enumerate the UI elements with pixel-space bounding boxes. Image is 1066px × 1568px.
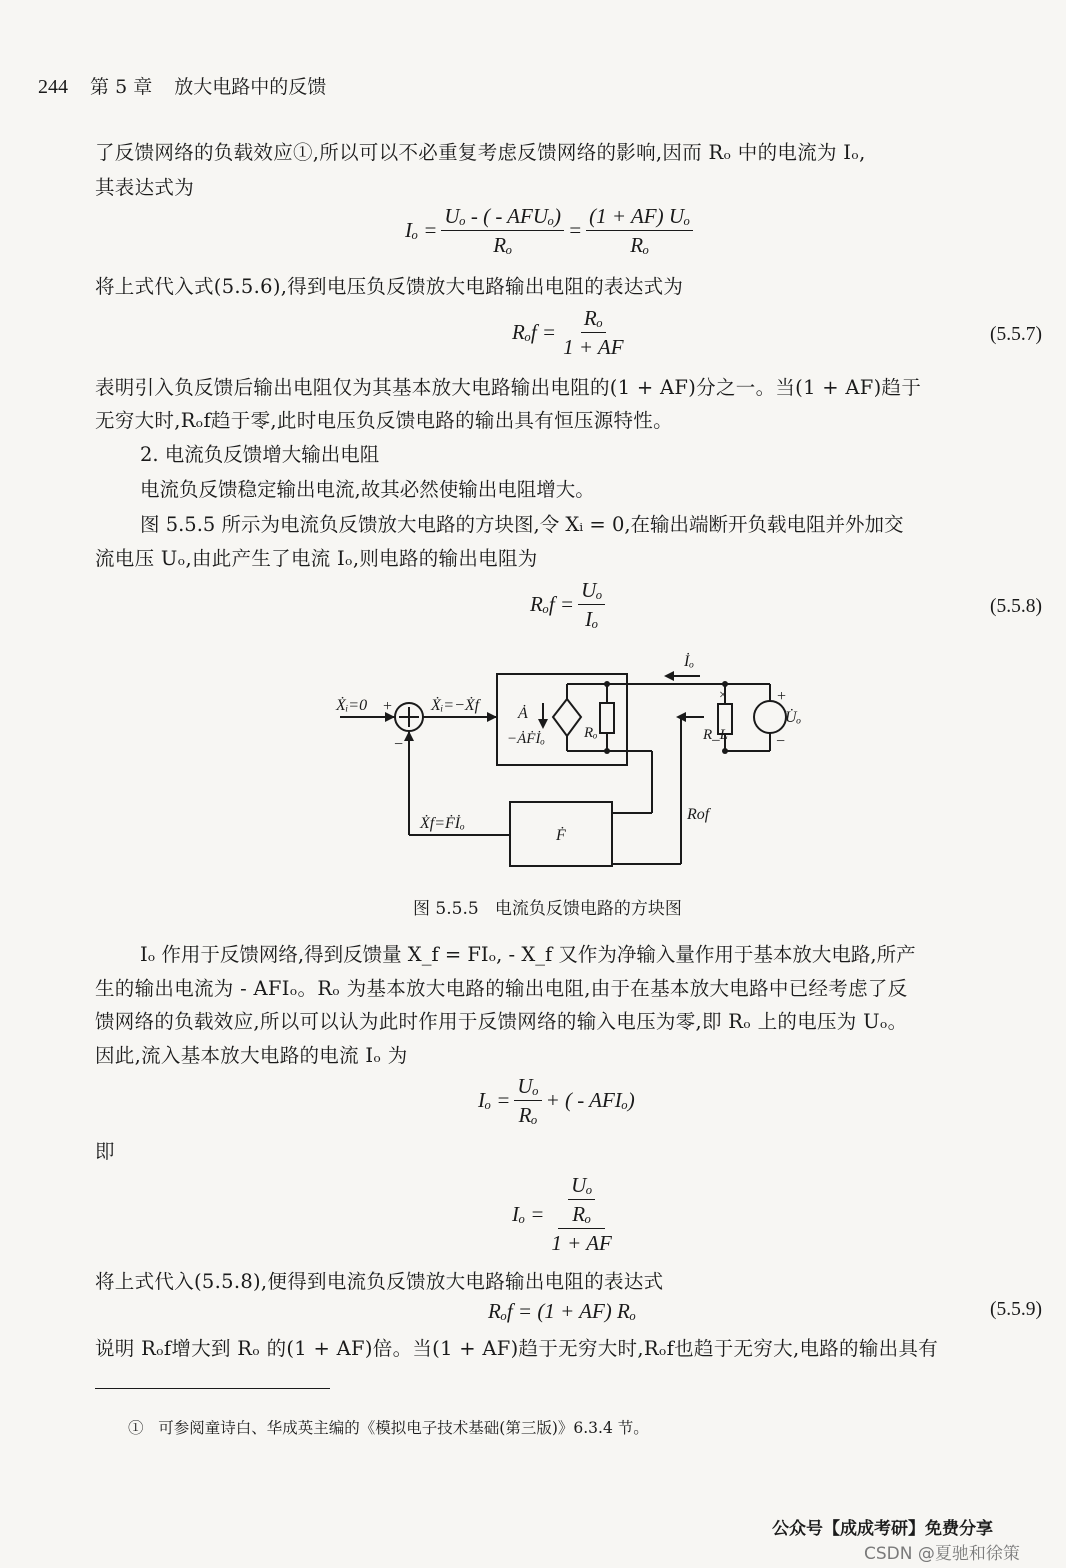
label-xf: Ẋf=Ḟİₒ	[420, 815, 465, 832]
label-f: Ḟ	[556, 827, 566, 844]
dependent-source-diamond	[553, 699, 581, 736]
label-xi-zero: Ẋᵢ=0	[336, 697, 368, 714]
paragraph-line: 即	[95, 1140, 115, 1163]
paragraph-line: 了反馈网络的负载效应①,所以可以不必重复考虑反馈网络的影响,因而 Rₒ 中的电流为 Iₒ,	[95, 141, 866, 164]
eq-lhs: Iₒ =	[512, 1201, 545, 1226]
eq-lhs: Rₒf =	[530, 592, 575, 616]
paragraph-line: 将上式代入(5.5.8),便得到电流负反馈放大电路输出电阻的表达式	[95, 1270, 664, 1293]
eq-denominator: Rₒ	[518, 1103, 538, 1127]
source-arrowhead	[538, 719, 548, 729]
paragraph-line: 图 5.5.5 所示为电流负反馈放大电路的方块图,令 Xᵢ = 0,在输出端断开负载电阻并外加交	[140, 513, 904, 536]
label-uo-minus: −	[776, 733, 786, 750]
label-rl: R_L	[703, 727, 729, 743]
csdn-watermark: CSDN @夏驰和徐策	[864, 1544, 1020, 1564]
eq-numerator: Uₒ	[578, 577, 605, 605]
paragraph-line: 流电压 Uₒ,由此产生了电流 Iₒ,则电路的输出电阻为	[95, 547, 538, 570]
label-plus: +	[383, 698, 393, 715]
paragraph-line: 电流负反馈稳定输出电流,故其必然使输出电阻增大。	[140, 478, 595, 501]
paragraph-line: 生的输出电流为 - AFIₒ。Rₒ 为基本放大电路的输出电阻,由于在基本放大电路中已经考虑了反	[95, 977, 908, 1000]
publisher-watermark: 公众号【成成考研】免费分享	[772, 1519, 993, 1539]
label-ro: Rₒ	[584, 725, 598, 741]
block-diagram	[0, 640, 1066, 880]
eq-rest: + ( - AFIₒ)	[545, 1088, 635, 1112]
equation-io-sum	[478, 1073, 635, 1128]
label-source: −ȦḞİₒ	[507, 731, 545, 747]
paragraph-line: 因此,流入基本放大电路的电流 Iₒ 为	[95, 1044, 408, 1067]
eq-denominator: Rₒ	[493, 233, 513, 257]
page-number: 244	[38, 76, 68, 98]
label-minus: −	[394, 736, 404, 753]
paragraph-line: 将上式代入式(5.5.6),得到电压负反馈放大电路输出电阻的表达式为	[95, 275, 684, 298]
label-rof: Rof	[687, 806, 710, 823]
label-uo-plus: +	[777, 688, 787, 705]
eq-inner-fraction	[568, 1172, 595, 1227]
figure-caption: 图 5.5.5 电流负反馈电路的方块图	[413, 899, 682, 919]
equation-5-5-8	[530, 577, 609, 632]
ro-resistor	[600, 703, 614, 733]
eq-fraction	[586, 203, 693, 258]
equation-number: (5.5.8)	[990, 596, 1042, 617]
eq-fraction	[578, 577, 605, 632]
eq-fraction	[514, 1073, 541, 1128]
terminal-dot	[722, 681, 728, 687]
chapter-number: 第 5 章	[90, 76, 153, 98]
chapter-title: 放大电路中的反馈	[174, 76, 327, 98]
equation-io	[405, 203, 697, 258]
label-a: Ȧ	[518, 705, 528, 722]
equation-5-5-9: Rₒf = (1 + AF) Rₒ	[488, 1299, 636, 1323]
paragraph-line: 无穷大时,Rₒf趋于零,此时电压负反馈电路的输出具有恒压源特性。	[95, 409, 673, 432]
label-io: İₒ	[684, 653, 694, 670]
label-xi-net: Ẋᵢ=−Ẋf	[431, 697, 480, 714]
eq-denominator: Rₒ	[630, 233, 650, 257]
page-header	[38, 72, 326, 99]
eq-denominator: 1 + AF	[551, 1231, 612, 1255]
eq-numerator: Uₒ	[514, 1073, 541, 1101]
equation-5-5-7	[512, 305, 631, 360]
paragraph-line: 馈网络的负载效应,所以可以认为此时作用于反馈网络的输入电压为零,即 Rₒ 上的电压为 Uₒ。	[95, 1010, 908, 1033]
eq-fraction	[560, 305, 626, 360]
eq-denominator: 1 + AF	[563, 335, 624, 359]
eq-lhs: Iₒ =	[478, 1088, 511, 1112]
equation-number: (5.5.7)	[990, 324, 1042, 345]
io-arrowhead	[664, 671, 674, 681]
feedback-arrowhead	[404, 731, 414, 741]
eq-numerator: (1 + AF) Uₒ	[586, 203, 693, 231]
node-dot	[604, 748, 610, 754]
terminal-dot	[722, 748, 728, 754]
eq-inner-numerator: Uₒ	[568, 1172, 595, 1200]
paragraph-line: 说明 Rₒf增大到 Rₒ 的(1 + AF)倍。当(1 + AF)趋于无穷大时,Rₒf也趋于无穷大,电路的输出具有	[95, 1337, 939, 1360]
label-uo: U̇ₒ	[785, 709, 802, 726]
paragraph-line: Iₒ 作用于反馈网络,得到反馈量 X_f = FIₒ, - X_f 又作为净输入量作用于基本放大电路,所产	[140, 943, 916, 966]
eq-denominator: Iₒ	[585, 607, 599, 631]
eq-lhs: Rₒf =	[512, 320, 557, 344]
eq-numerator: Rₒ	[581, 305, 606, 333]
eq-fraction	[548, 1172, 614, 1256]
paragraph-line: 表明引入负反馈后输出电阻仅为其基本放大电路输出电阻的(1 + AF)分之一。当(1 + AF)趋于	[95, 376, 922, 399]
voltage-source	[754, 701, 786, 733]
net-input-arrowhead	[487, 712, 497, 722]
eq-fraction	[441, 203, 564, 258]
footnote: ① 可参阅童诗白、华成英主编的《模拟电子技术基础(第三版)》6.3.4 节。	[128, 1419, 649, 1437]
label-break-mark: ×	[719, 688, 727, 703]
footnote-rule	[95, 1388, 330, 1389]
eq-numerator	[558, 1172, 605, 1229]
node-dot	[604, 681, 610, 687]
eq-inner-denominator: Rₒ	[572, 1202, 592, 1226]
section-title: 2. 电流负反馈增大输出电阻	[140, 443, 380, 466]
eq-equals: =	[568, 218, 583, 242]
paragraph-line: 其表达式为	[95, 176, 195, 199]
equation-io-solved	[512, 1172, 619, 1256]
equation-number: (5.5.9)	[990, 1299, 1042, 1320]
eq-numerator: Uₒ - ( - AFUₒ)	[441, 203, 564, 231]
eq-lhs: Iₒ =	[405, 218, 438, 242]
